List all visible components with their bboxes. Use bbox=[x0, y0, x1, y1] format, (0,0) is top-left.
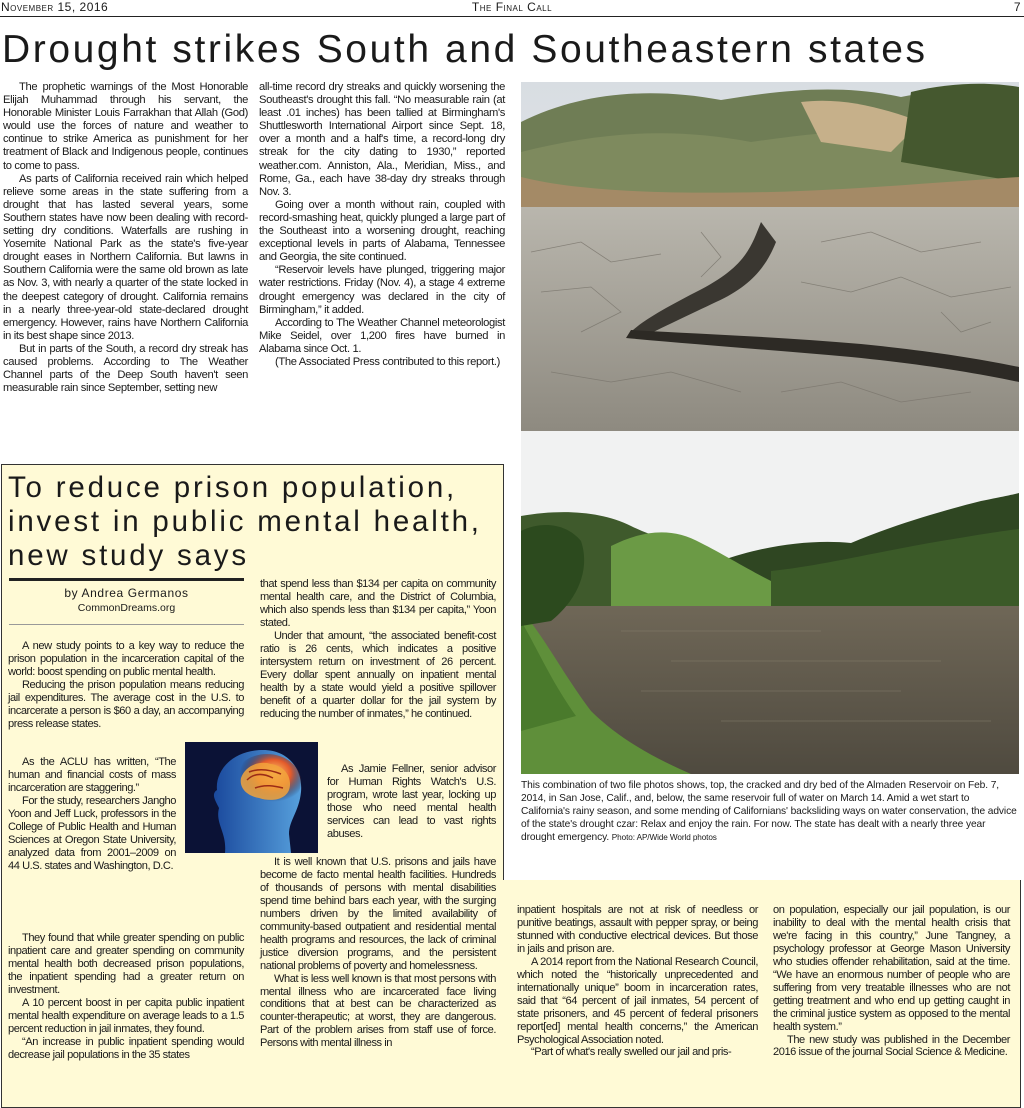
sidebar-paragraph: A new study points to a key way to reduce the prison population in the incarceration capital of the world: boost spending on public mental health. bbox=[8, 640, 244, 678]
sidebar-paragraph: A 2014 report from the National Research Council, which noted the “historically unprecedented and internationally unique” boom in incarceration rates, said that “64 percent of jail inmates, 54 percent of state prisoners, and 45 percent of federal prisoners report[ed] mental health concerns,” the American Psychological Association noted. bbox=[517, 955, 758, 1046]
sidebar-headline: To reduce prison population, invest in public mental health, new study says bbox=[8, 471, 482, 572]
byline-source: CommonDreams.org bbox=[77, 602, 176, 614]
sidebar-column-3 bbox=[517, 904, 758, 1059]
sidebar-paragraph: inpatient hospitals are not at risk of needless or punitive beatings, assault with pepper spray, or being stunned with conductive electrical devices. But those in jails and prison are. bbox=[517, 904, 758, 955]
sidebar-column-1-cont bbox=[8, 932, 244, 1062]
sidebar-paragraph: It is well known that U.S. prisons and jails have become de facto mental health facilities. Hundreds of thousands of persons with mental disabilities spend time behind bars each year, with the surging numbers driven by the limited availability of community-based outpatient and residential mental health programs and resources, the lack of criminal justice diversion programs, and the persistent national problems of poverty and homelessness. bbox=[260, 856, 496, 972]
sidebar-column-2 bbox=[260, 578, 496, 720]
sidebar-column-1 bbox=[8, 640, 244, 731]
full-reservoir-photo bbox=[521, 431, 1019, 774]
sidebar-paragraph: that spend less than $134 per capita on community mental health care, and the District of Columbia, which also spends less than $134 per capita,” Yoon stated. bbox=[260, 578, 496, 629]
sidebar-paragraph: What is less well known is that most persons with mental illness who are incarcerated face living conditions that at best can be characterized as counter-therapeutic; at worst, they are dangerous. Part of the problem arises from staff use of force. Persons with mental illness in bbox=[260, 972, 496, 1050]
sidebar-paragraph: A 10 percent boost in per capita public inpatient mental health expenditure on average leads to a 1.5 percent reduction in jail inmates, they found. bbox=[8, 996, 244, 1035]
sidebar-paragraph: on population, especially our jail population, is our inability to deal with the mental health crisis that we're facing in this country,” June Tangney, a psychology professor at George Mason University who studies offender rehabilitation, said at the time. “We have an enormous number of people who are suffering from very treatable illnesses who are not getting treatment and who end up getting caught in the criminal justice system as opposed to the mental health system.” bbox=[773, 904, 1010, 1033]
brain-illustration bbox=[185, 742, 318, 853]
article-column-2 bbox=[259, 81, 505, 369]
article-paragraph: (The Associated Press contributed to this report.) bbox=[275, 355, 501, 368]
sidebar-column-4 bbox=[773, 904, 1010, 1059]
sidebar-paragraph: They found that while greater spending on public inpatient care and greater spending on community mental health both decreased prison populations, the inpatient spending had a greater return on investment. bbox=[8, 932, 244, 996]
photo-credit: Photo: AP/Wide World photos bbox=[611, 833, 717, 842]
page-number: 7 bbox=[1013, 0, 1021, 14]
article-paragraph: “Reservoir levels have plunged, triggering major water restrictions. Friday (Nov. 4), a stage 4 extreme drought emergency was declared in the city of Birmingham,” it added. bbox=[259, 264, 505, 316]
page-header bbox=[0, 0, 1024, 17]
sidebar-paragraph: “Part of what's really swelled our jail and pris- bbox=[531, 1046, 732, 1059]
photo-caption bbox=[521, 779, 1019, 844]
sidebar-paragraph: As the ACLU has written, “The human and financial costs of mass incarceration are staggering.” bbox=[8, 756, 176, 794]
article-paragraph: As parts of California received rain which helped relieve some areas in the state suffering from a drought that has lasted several years, some Southern states have now been dealing with record-setting dry conditions. Waterfalls are rushing in Yosemite National Park as the state's five-year drought eases in Northern California. But lawns in Southern California were the same old brown as late as Nov. 3, with nearly a quarter of the state locked in the deepest category of drought. California remains in a nearly three-year-old state-declared drought emergency. However, rains have Northern California in its best shape since 2013. bbox=[3, 172, 248, 342]
main-headline: Drought strikes South and Southeastern states bbox=[2, 28, 928, 71]
sidebar-paragraph: “An increase in public inpatient spending would decrease jail populations in the 35 states bbox=[8, 1035, 244, 1061]
article-paragraph: But in parts of the South, a record dry streak has caused problems. According to The Weather Channel parts of the Deep South haven't seen measurable rain since September, setting new bbox=[3, 342, 248, 395]
article-paragraph: According to The Weather Channel meteorologist Mike Seidel, over 1,200 fires have burned in Alabama since Oct. 1. bbox=[259, 316, 505, 355]
sidebar-column-1-wrap bbox=[8, 756, 176, 873]
article-paragraph: all-time record dry streaks and quickly worsening the Southeast's drought this fall. “No measurable rain (at least .01 inches) has been tallied at Birmingham's Shuttlesworth International Airport since Sept. 18, over a month and a half's time, a record-long dry streak for the city dating to 1930,” reported weather.com. Anniston, Ala., Meridian, Miss., and Rome, Ga., each have 38-day dry streaks through Nov. 3. bbox=[259, 81, 505, 198]
dry-reservoir-photo bbox=[521, 82, 1019, 431]
sidebar-column-2-wrap bbox=[327, 763, 496, 841]
article-paragraph: Going over a month without rain, coupled with record-smashing heat, quickly plunged a large part of the Southeast into a worsening drought, reaching exceptional levels in parts of Alabama, Tennessee and Georgia, the site continued. bbox=[259, 198, 505, 264]
byline-rule bbox=[9, 578, 244, 581]
byline: by Andrea Germanos bbox=[64, 586, 189, 600]
sidebar-column-2-cont bbox=[260, 856, 496, 1050]
sidebar-paragraph: Under that amount, “the associated benefit-cost ratio is 26 cents, which indicates a positive intersystem return on investment of 26 percent. Every dollar spent annually on inpatient mental health by a state would yield a positive spillover benefit of a quarter dollar for the jail system by reducing the number of inmates,” he continued. bbox=[260, 629, 496, 720]
article-column-1 bbox=[3, 81, 248, 395]
newspaper-name: The Final Call bbox=[471, 0, 553, 14]
article-paragraph: The prophetic warnings of the Most Honorable Elijah Muhammad through his servant, the Honorable Minister Louis Farrakhan that Allah (God) would use the forces of nature and weather to continue to strike America as punishment for her treatment of Black and Indigenous people, continues to come to pass. bbox=[3, 81, 248, 172]
sidebar-paragraph: As Jamie Fellner, senior advisor for Human Rights Watch's U.S. program, wrote last year, locking up those who need mental health services can lead to vast rights abuses. bbox=[327, 763, 496, 840]
sidebar-paragraph: For the study, researchers Jangho Yoon and Jeff Luck, professors in the College of Public Health and Human Sciences at Oregon State University, analyzed data from 2001–2009 on 44 U.S. states and Washington, D.C. bbox=[8, 794, 176, 872]
caption-text: This combination of two file photos shows, top, the cracked and dry bed of the Almaden Reservoir on Feb. 7, 2014, in San Jose, Calif., and, below, the same reservoir full of water on March 14. Amid a wet start to California's rainy season, and some mending of Californians' backsliding ways on water conservation, the advice of the state's drought czar: Relax and enjoy the rain. For now. The state has dealt with a nearly three year drought emergency. bbox=[521, 780, 1017, 843]
issue-date: November 15, 2016 bbox=[1, 0, 109, 14]
sidebar-paragraph: Reducing the prison population means reducing jail expenditures. The average cost in the U.S. to incarcerate a person is $60 a day, an accompanying press release states. bbox=[8, 678, 244, 730]
sidebar-paragraph: The new study was published in the December 2016 issue of the journal Social Science & Medicine. bbox=[773, 1033, 1010, 1059]
byline-divider bbox=[9, 624, 244, 625]
